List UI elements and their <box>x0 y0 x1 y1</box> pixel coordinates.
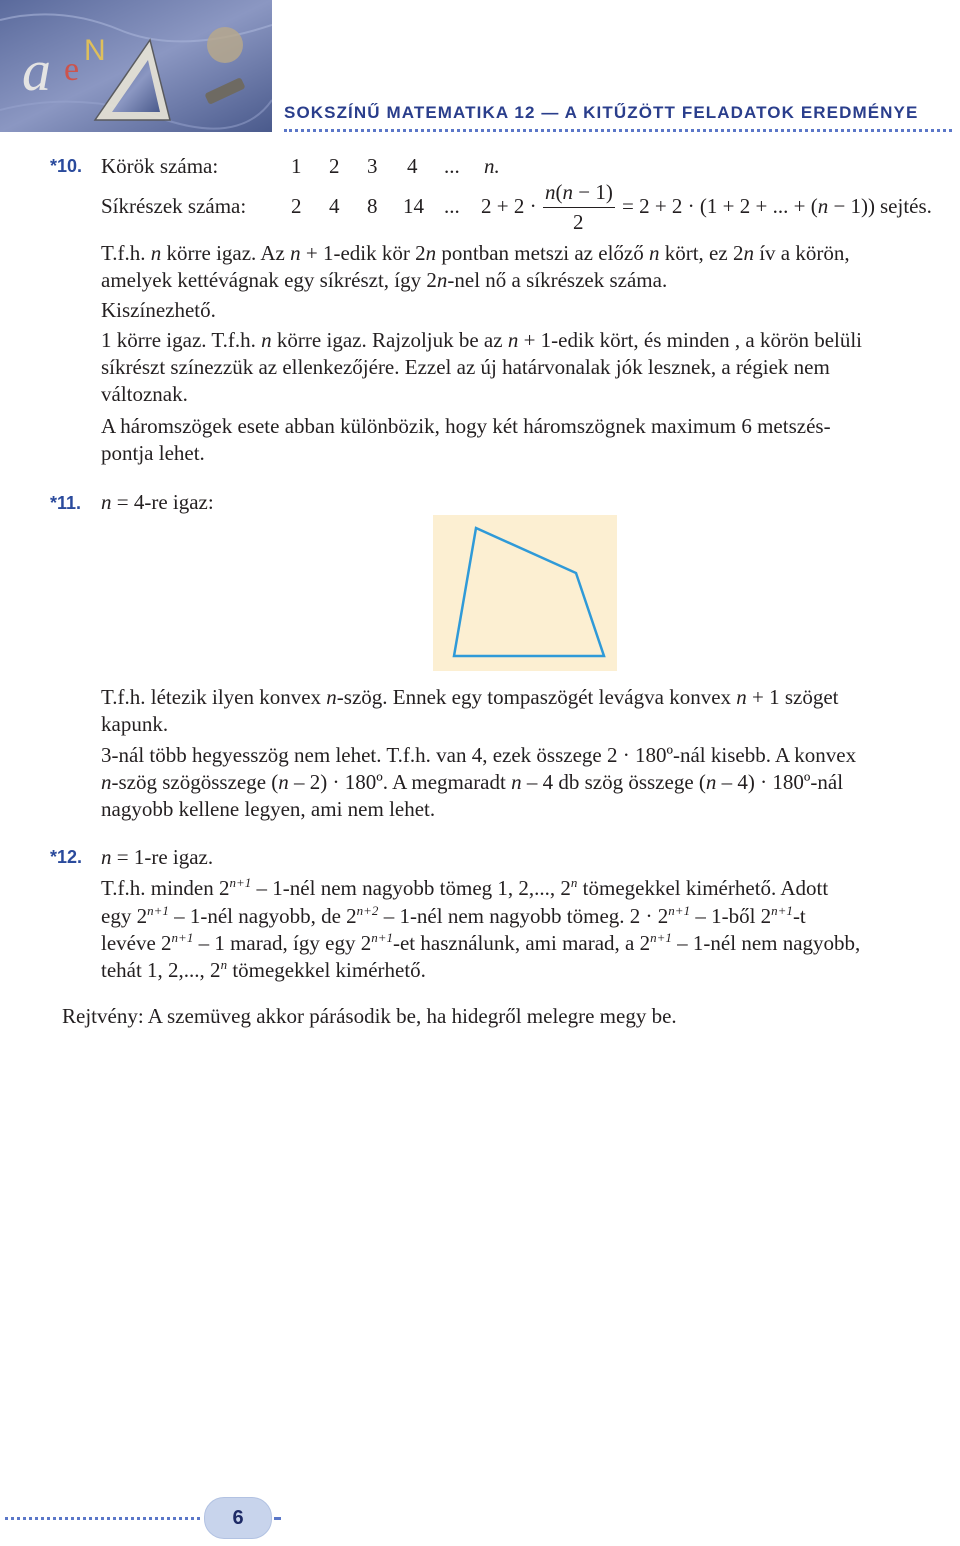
p10-row2-value: 14 <box>403 194 424 218</box>
p11-line-1: n = 4-re igaz: <box>101 490 214 514</box>
p12-line-4: levéve $2^{n+1} - 1$ marad, így egy $2^{n+1}-et$ használunk, ami marad, a $2^{n+1}$ – 1-nél nem nagyobb, <box>101 930 861 955</box>
p10-fraction-bar <box>543 207 615 208</box>
logo-letter-n: N <box>84 34 106 67</box>
p10-row2-value: 4 <box>329 194 340 218</box>
p10-conjecture: sejtés. <box>880 194 932 218</box>
p10-row1-value: 2 <box>329 154 340 178</box>
footer-divider-left <box>5 1517 200 1520</box>
p10-line-3: T.f.h. n körre igaz. Az n + 1-edik kör 2n pontban metszi az előző n kört, ez 2n ív a körön, <box>101 241 850 265</box>
p10-line-6: 1 körre igaz. T.f.h. n körre igaz. Rajzoljuk be az n + 1-edik kört, és minden , a körön belüli <box>101 328 863 352</box>
p10-row1-label: Körök száma: <box>101 154 219 178</box>
logo-letter-a: a <box>22 38 51 103</box>
p10-row1-value: ... <box>444 154 460 178</box>
p10-row1-value: 1 <box>291 154 302 178</box>
p10-line-10: pontja lehet. <box>101 441 205 465</box>
quadrilateral-figure <box>433 515 617 671</box>
quadrilateral-diagram <box>433 515 617 671</box>
p10-line-5: Kiszínezhető. <box>101 298 216 322</box>
p12-line-5: tehát 1, 2,..., 2$^n$ tömegekkel kimérhető. <box>101 957 426 982</box>
p10-row2-value: 2 <box>291 194 302 218</box>
problem-10-number: *10. <box>50 156 83 176</box>
p11-line-6: nagyobb kellene legyen, ami nem lehet. <box>101 797 436 821</box>
logo-artwork <box>0 0 272 132</box>
book-logo-image <box>0 0 272 132</box>
p10-row2-value: ... <box>444 194 460 218</box>
p10-fraction-numerator: n(n − 1) <box>545 180 613 204</box>
page-number-badge: 6 <box>204 1497 272 1539</box>
p12-line-3: egy $2^{n+1}$ – 1-nél nagyobb, de $2^{n+2}$ – 1-nél nem nagyobb tömeg. $2 \cdot 2^{n+1}$ – 1-ből $2^{n+1}-t$ <box>101 903 806 928</box>
p10-formula-rest: = 2 + 2 · (1 + 2 + ... + (n − 1)) <box>622 194 876 218</box>
p11-line-4: 3-nál több hegyesszög nem lehet. T.f.h. van 4, ezek összege 2 · 180º-nál kisebb. A konvex <box>101 743 857 767</box>
quadrilateral-shape <box>454 528 604 656</box>
p10-fraction-denominator: 2 <box>573 210 584 234</box>
p10-row2-value: 8 <box>367 194 378 218</box>
p10-row1-value: n. <box>484 154 500 178</box>
riddle-text: Rejtvény: A szemüveg akkor párásodik be, ha hidegről melegre megy be. <box>62 1004 677 1028</box>
p10-row1-value: 3 <box>367 154 378 178</box>
p10-line-8: változnak. <box>101 382 188 406</box>
problem-12-number: *12. <box>50 847 83 867</box>
p10-row2-label: Síkrészek száma: <box>101 194 247 218</box>
header-divider <box>284 129 952 132</box>
header-title: SOKSZÍNŰ MATEMATIKA 12 — A KITŰZÖTT FELADATOK EREDMÉNYE <box>284 103 919 122</box>
footer-divider-right <box>274 1517 279 1520</box>
p10-formula-lead: 2 + 2 · <box>481 194 537 218</box>
p10-line-9: A háromszögek esete abban különbözik, hogy két háromszögnek maximum 6 metszés- <box>101 414 831 438</box>
p10-line-7: síkrészt színezzük az ellenkezőjére. Ezzel az új határvonalak jók lesznek, a régiek nem <box>101 355 830 379</box>
p12-line-2: T.f.h. minden $2^{n+1}$ – 1-nél nem nagyobb tömeg 1, 2,..., 2$^n$ tömegekkel kimérhető. Adott <box>101 875 829 900</box>
p12-line-1: n = 1-re igaz. <box>101 845 214 869</box>
problem-11-number: *11. <box>50 493 82 513</box>
logo-letter-e: e <box>64 51 80 88</box>
p10-line-4: amelyek kettévágnak egy síkrészt, így 2n-nel nő a síkrészek száma. <box>101 268 668 292</box>
p10-row1-value: 4 <box>407 154 418 178</box>
p11-line-5: n-szög szögösszege (n – 2) · 180º. A megmaradt n – 4 db szög összege (n – 4) · 180º-nál <box>101 770 844 794</box>
p11-line-3: kapunk. <box>101 712 169 736</box>
p11-line-2: T.f.h. létezik ilyen konvex n-szög. Ennek egy tompaszögét levágva konvex n + 1 szöget <box>101 685 839 709</box>
